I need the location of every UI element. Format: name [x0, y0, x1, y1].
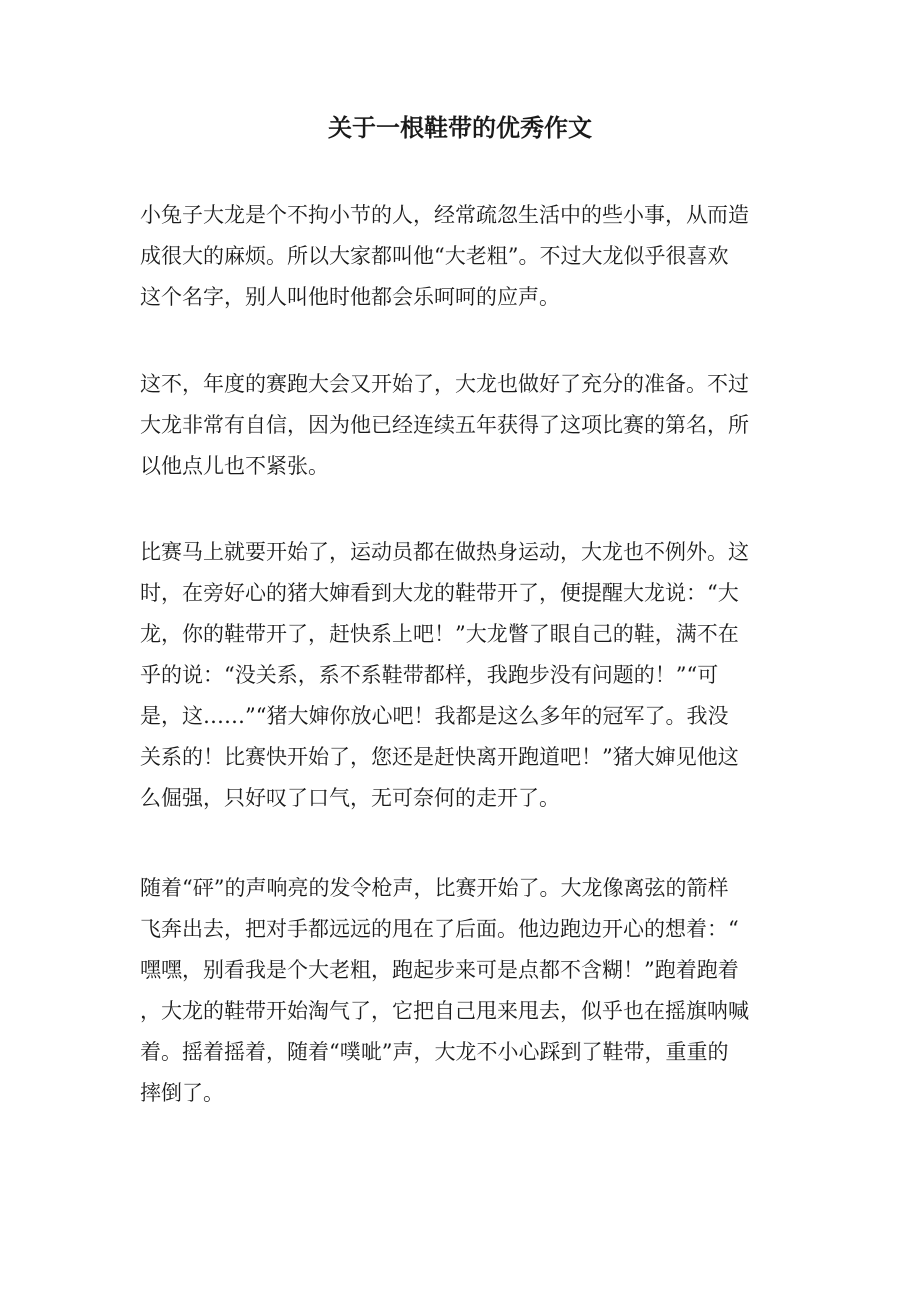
paragraph-line: 时，在旁好心的猪大婶看到大龙的鞋带开了，便提醒大龙说：“大 [140, 581, 739, 605]
paragraph-line: 摔倒了。 [140, 1081, 224, 1105]
paragraph-2 [140, 364, 780, 487]
paragraph-line: 是，这……”“猪大婶你放心吧！我都是这么多年的冠军了。我没 [140, 704, 729, 728]
paragraph-line: 龙，你的鞋带开了，赶快系上吧！”大龙瞥了眼自己的鞋，满不在 [140, 622, 739, 646]
paragraph-line: 飞奔出去，把对手都远远的甩在了后面。他边跑边开心的想着：“ [140, 917, 739, 941]
paragraph-line: 小兔子大龙是个不拘小节的人，经常疏忽生活中的些小事，从而造 [140, 203, 749, 227]
paragraph-line: 着。摇着摇着，随着“噗呲”声，大龙不小心踩到了鞋带，重重的 [140, 1040, 729, 1064]
document-title: 关于一根鞋带的优秀作文 [328, 113, 592, 142]
paragraph-line: 乎的说：“没关系，系不系鞋带都样，我跑步没有问题的！”“可 [140, 663, 719, 687]
paragraph-line: 成很大的麻烦。所以大家都叫他“大老粗”。不过大龙似乎很喜欢 [140, 244, 729, 268]
paragraph-4 [140, 868, 780, 1114]
paragraph-line: ，大龙的鞋带开始淘气了，它把自己甩来甩去，似乎也在摇旗呐喊 [140, 999, 749, 1023]
paragraph-line: 关系的！比赛快开始了，您还是赶快离开跑道吧！”猪大婶见他这 [140, 745, 739, 769]
paragraph-line: 随着“砰”的声响亮的发令枪声，比赛开始了。大龙像离弦的箭样 [140, 876, 729, 900]
paragraph-line: 大龙非常有自信，因为他已经连续五年获得了这项比赛的第名，所 [140, 413, 749, 437]
paragraph-line: 以他点儿也不紧张。 [140, 454, 329, 478]
paragraph-line: 这不，年度的赛跑大会又开始了，大龙也做好了充分的准备。不过 [140, 372, 749, 396]
paragraph-line: 么倔强，只好叹了口气，无可奈何的走开了。 [140, 786, 560, 810]
paragraph-3 [140, 532, 780, 819]
paragraph-line: 这个名字，别人叫他时他都会乐呵呵的应声。 [140, 285, 560, 309]
paragraph-1 [140, 195, 780, 318]
paragraph-line: 嘿嘿，别看我是个大老粗，跑起步来可是点都不含糊！”跑着跑着 [140, 958, 739, 982]
paragraph-line: 比赛马上就要开始了，运动员都在做热身运动，大龙也不例外。这 [140, 540, 749, 564]
